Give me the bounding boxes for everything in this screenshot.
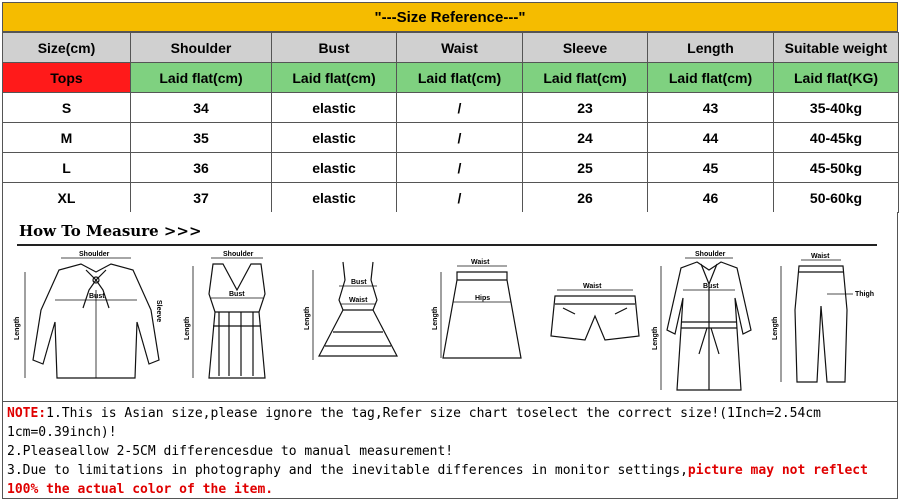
- shoulder-label: Shoulder: [223, 251, 254, 258]
- how-to-measure-panel: [2, 212, 898, 402]
- header-cell: Waist: [397, 33, 523, 63]
- tank-top-diagram: [183, 250, 283, 400]
- table-row: [3, 183, 899, 213]
- table-cell: M: [3, 123, 131, 153]
- bust-label: Bust: [89, 293, 105, 300]
- table-cell: elastic: [272, 153, 397, 183]
- note-text: 3.Due to limitations in photography and the inevitable differences in monitor settings,: [7, 463, 688, 478]
- table-row: [3, 123, 899, 153]
- table-cell: elastic: [272, 123, 397, 153]
- coat-diagram: [651, 250, 761, 400]
- shoulder-label: Shoulder: [695, 251, 726, 258]
- bust-label: Bust: [703, 283, 719, 290]
- title-text: "---Size Reference---": [374, 8, 526, 26]
- subheader-cell: Laid flat(cm): [272, 63, 397, 93]
- table-cell: 40-45kg: [774, 123, 899, 153]
- subheader-cell: Laid flat(cm): [397, 63, 523, 93]
- table-cell: 45: [648, 153, 774, 183]
- waist-label: Waist: [349, 297, 368, 304]
- tops-cell: Tops: [3, 63, 131, 93]
- size-chart-table: [2, 32, 899, 213]
- note-warning: picture may not reflect: [687, 463, 868, 478]
- table-cell: 23: [523, 93, 648, 123]
- waist-label: Waist: [583, 283, 602, 290]
- table-cell: 45-50kg: [774, 153, 899, 183]
- table-cell: 34: [131, 93, 272, 123]
- table-cell: 24: [523, 123, 648, 153]
- table-cell: /: [397, 153, 523, 183]
- table-cell: L: [3, 153, 131, 183]
- subheader-cell: Laid flat(KG): [774, 63, 899, 93]
- note-line-1: [7, 404, 893, 423]
- note-line-4: 100% the actual color of the item.: [7, 482, 274, 497]
- length-label: Length: [432, 306, 439, 330]
- length-label: Length: [304, 306, 311, 330]
- how-to-measure-title: How To Measure >>>: [19, 222, 202, 240]
- table-cell: XL: [3, 183, 131, 213]
- table-cell: 46: [648, 183, 774, 213]
- thigh-label: Thigh: [855, 291, 875, 298]
- skirt-diagram: [431, 250, 531, 400]
- note-line-1b: 1cm=0.39inch)!: [7, 425, 117, 440]
- table-cell: elastic: [272, 93, 397, 123]
- notes-panel: [2, 402, 898, 499]
- shorts-diagram: [543, 250, 643, 400]
- length-label: Length: [14, 316, 21, 340]
- length-label: Length: [652, 326, 659, 350]
- hips-label: Hips: [475, 295, 491, 302]
- header-cell: Size(cm): [3, 33, 131, 63]
- table-cell: 44: [648, 123, 774, 153]
- table-cell: 35-40kg: [774, 93, 899, 123]
- table-row: [3, 153, 899, 183]
- subheader-cell: Laid flat(cm): [648, 63, 774, 93]
- blouse-diagram: [11, 250, 171, 400]
- waist-label: Waist: [811, 253, 830, 260]
- divider: [17, 244, 877, 246]
- table-cell: 36: [131, 153, 272, 183]
- length-label: Length: [772, 316, 779, 340]
- header-cell: Suitable weight: [774, 33, 899, 63]
- table-cell: 26: [523, 183, 648, 213]
- waist-label: Waist: [471, 259, 490, 266]
- trousers-diagram: [773, 250, 883, 400]
- table-cell: 50-60kg: [774, 183, 899, 213]
- table-cell: /: [397, 123, 523, 153]
- table-row: [3, 93, 899, 123]
- table-cell: elastic: [272, 183, 397, 213]
- size-reference-title: [2, 2, 898, 32]
- table-cell: 43: [648, 93, 774, 123]
- table-cell: 35: [131, 123, 272, 153]
- table-header-row: [3, 33, 899, 63]
- bust-label: Bust: [229, 291, 245, 298]
- note-line-2: 2.Pleaseallow 2-5CM differencesdue to manual measurement!: [7, 444, 454, 459]
- note-line-3: [7, 461, 893, 480]
- table-cell: S: [3, 93, 131, 123]
- subheader-cell: Laid flat(cm): [523, 63, 648, 93]
- table-cell: /: [397, 93, 523, 123]
- shoulder-label: Shoulder: [79, 251, 110, 258]
- table-cell: 25: [523, 153, 648, 183]
- length-label: Length: [184, 316, 191, 340]
- sleeve-label: Sleeve: [155, 300, 162, 323]
- table-cell: 37: [131, 183, 272, 213]
- header-cell: Bust: [272, 33, 397, 63]
- table-cell: /: [397, 183, 523, 213]
- note-label: NOTE:: [7, 406, 47, 421]
- subheader-cell: Laid flat(cm): [131, 63, 272, 93]
- table-subheader-row: [3, 63, 899, 93]
- header-cell: Length: [648, 33, 774, 63]
- header-cell: Shoulder: [131, 33, 272, 63]
- bust-label: Bust: [351, 279, 367, 286]
- dress-diagram: [303, 250, 413, 400]
- measurement-diagrams: [3, 250, 899, 400]
- note-text: 1.This is Asian size,please ignore the tag,Refer size chart toselect the correct size!(1Inch=2.54cm: [46, 406, 821, 421]
- header-cell: Sleeve: [523, 33, 648, 63]
